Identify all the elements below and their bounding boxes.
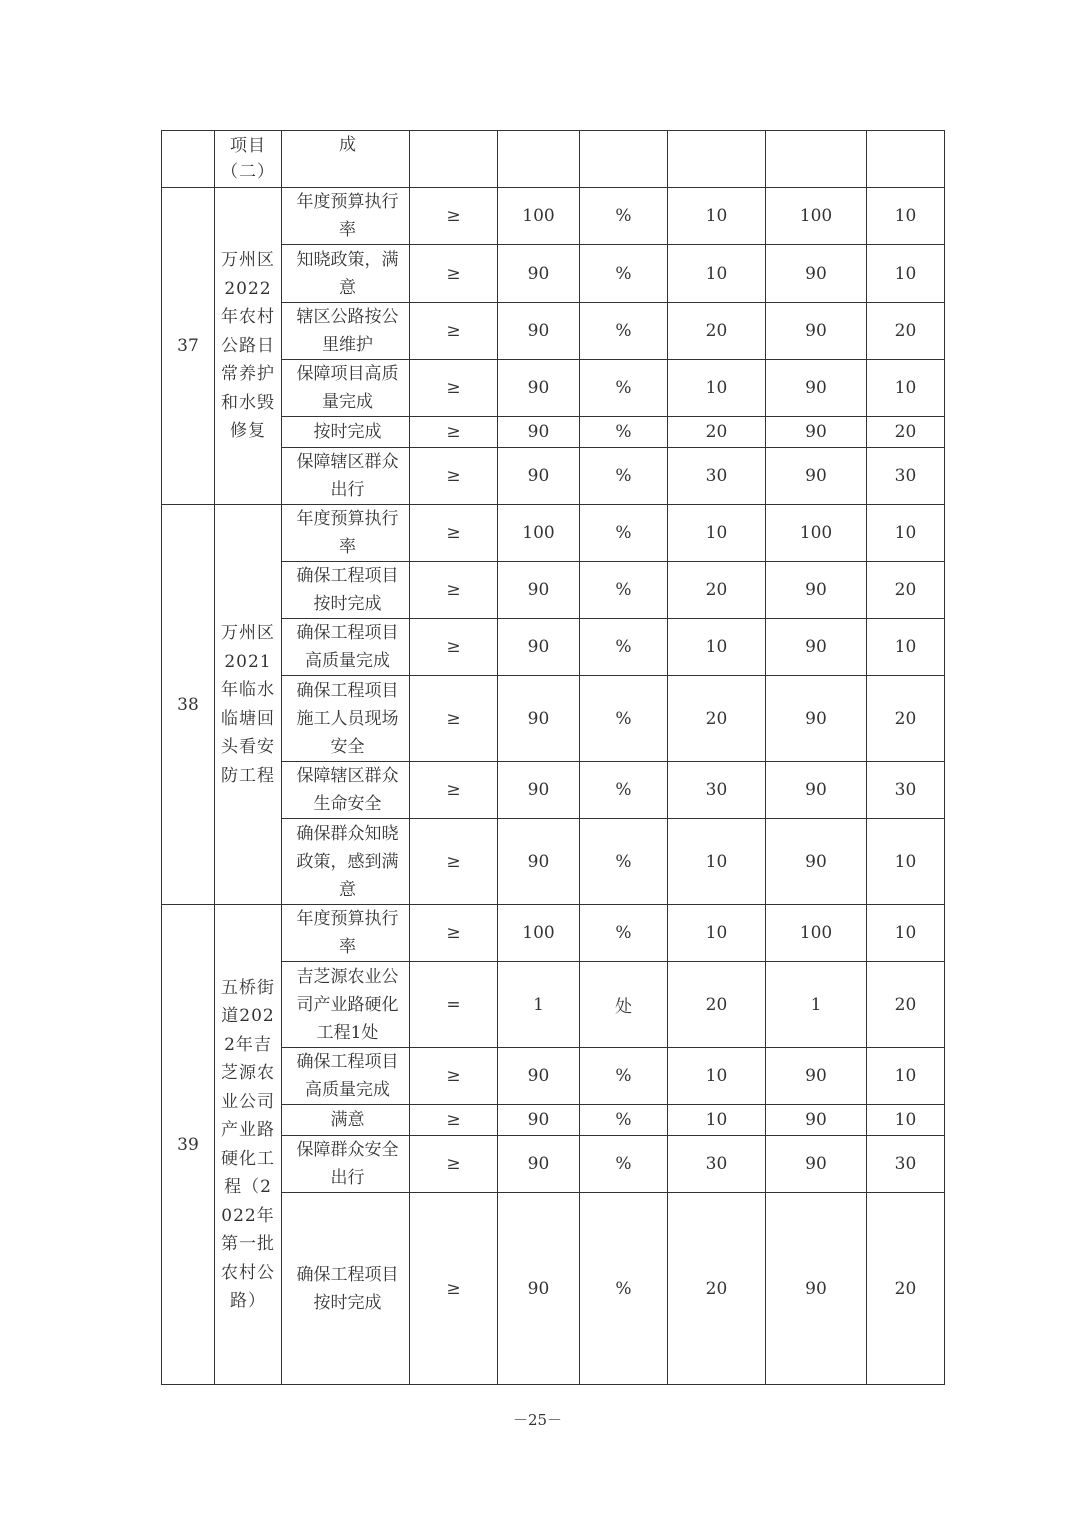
indicator-cell: 满意: [282, 1105, 410, 1136]
operator-cell: =: [410, 962, 498, 1048]
actual-cell: 90: [766, 762, 867, 819]
target-cell: 100: [498, 505, 580, 562]
unit-cell: %: [580, 819, 668, 905]
unit-cell: %: [580, 360, 668, 417]
weight-cell: 20: [668, 303, 766, 360]
project-index-cell: 37: [162, 188, 215, 505]
operator-cell: ≥: [410, 417, 498, 448]
operator-cell: ≥: [410, 819, 498, 905]
unit-cell: %: [580, 417, 668, 448]
unit-cell: %: [580, 619, 668, 676]
indicator-cell: 按时完成: [282, 417, 410, 448]
indicator-cell: 确保工程项目按时完成: [282, 562, 410, 619]
project-name-cell: 项目（二）: [215, 131, 282, 188]
target-cell: 90: [498, 417, 580, 448]
weight-cell: 20: [668, 1193, 766, 1385]
score-cell: [867, 131, 945, 188]
target-cell: [498, 131, 580, 188]
actual-cell: 90: [766, 619, 867, 676]
operator-cell: ≥: [410, 303, 498, 360]
actual-cell: 90: [766, 245, 867, 303]
unit-cell: %: [580, 905, 668, 962]
unit-cell: %: [580, 303, 668, 360]
weight-cell: 10: [668, 188, 766, 245]
unit-cell: %: [580, 1136, 668, 1193]
indicator-cell: 确保工程项目高质量完成: [282, 619, 410, 676]
weight-cell: 10: [668, 819, 766, 905]
operator-cell: ≥: [410, 762, 498, 819]
actual-cell: 90: [766, 1105, 867, 1136]
project-name-cell: 五桥街道2022年吉芝源农业公司产业路硬化工程（2022年第一批农村公路）: [215, 905, 282, 1385]
indicator-cell: 年度预算执行率: [282, 188, 410, 245]
weight-cell: 10: [668, 1105, 766, 1136]
target-cell: 90: [498, 360, 580, 417]
actual-cell: 100: [766, 188, 867, 245]
operator-cell: ≥: [410, 360, 498, 417]
weight-cell: 20: [668, 962, 766, 1048]
unit-cell: %: [580, 1193, 668, 1385]
indicator-cell: 知晓政策，满意: [282, 245, 410, 303]
operator-cell: ≥: [410, 188, 498, 245]
weight-cell: 10: [668, 905, 766, 962]
operator-cell: [410, 131, 498, 188]
score-cell: 10: [867, 1105, 945, 1136]
score-cell: 10: [867, 360, 945, 417]
indicator-cell: 年度预算执行率: [282, 905, 410, 962]
table-row: [162, 188, 945, 245]
target-cell: 90: [498, 1136, 580, 1193]
project-name-cell: 万州区2022年农村公路日常养护和水毁修复: [215, 188, 282, 505]
actual-cell: 90: [766, 1136, 867, 1193]
operator-cell: ≥: [410, 619, 498, 676]
target-cell: 90: [498, 762, 580, 819]
table-body: [162, 131, 945, 1385]
actual-cell: 90: [766, 676, 867, 762]
weight-cell: 30: [668, 762, 766, 819]
unit-cell: 处: [580, 962, 668, 1048]
table-row: [162, 905, 945, 962]
score-cell: 10: [867, 1048, 945, 1105]
actual-cell: 100: [766, 905, 867, 962]
indicator-cell: 确保群众知晓政策，感到满意: [282, 819, 410, 905]
indicator-cell: 确保工程项目高质量完成: [282, 1048, 410, 1105]
target-cell: 100: [498, 188, 580, 245]
indicator-cell: 年度预算执行率: [282, 505, 410, 562]
score-cell: 10: [867, 905, 945, 962]
unit-cell: [580, 131, 668, 188]
weight-cell: 10: [668, 505, 766, 562]
score-cell: 10: [867, 188, 945, 245]
performance-table: [161, 130, 945, 1385]
operator-cell: ≥: [410, 905, 498, 962]
weight-cell: 10: [668, 360, 766, 417]
operator-cell: ≥: [410, 676, 498, 762]
unit-cell: %: [580, 1048, 668, 1105]
actual-cell: 90: [766, 417, 867, 448]
actual-cell: 90: [766, 448, 867, 505]
operator-cell: ≥: [410, 505, 498, 562]
unit-cell: %: [580, 676, 668, 762]
score-cell: 20: [867, 1193, 945, 1385]
project-index-cell: 39: [162, 905, 215, 1385]
operator-cell: ≥: [410, 245, 498, 303]
weight-cell: 10: [668, 619, 766, 676]
actual-cell: 90: [766, 303, 867, 360]
indicator-cell: 成: [282, 131, 410, 188]
target-cell: 90: [498, 1105, 580, 1136]
target-cell: 90: [498, 819, 580, 905]
score-cell: 30: [867, 1136, 945, 1193]
target-cell: 1: [498, 962, 580, 1048]
indicator-cell: 保障群众安全出行: [282, 1136, 410, 1193]
target-cell: 90: [498, 619, 580, 676]
page-number: －25－: [512, 1411, 563, 1429]
weight-cell: 10: [668, 245, 766, 303]
actual-cell: [766, 131, 867, 188]
unit-cell: %: [580, 188, 668, 245]
unit-cell: %: [580, 562, 668, 619]
unit-cell: %: [580, 505, 668, 562]
operator-cell: ≥: [410, 1048, 498, 1105]
weight-cell: 20: [668, 417, 766, 448]
actual-cell: 90: [766, 819, 867, 905]
actual-cell: 90: [766, 1048, 867, 1105]
table-row-continuation: [162, 131, 945, 188]
score-cell: 20: [867, 562, 945, 619]
unit-cell: %: [580, 448, 668, 505]
target-cell: 90: [498, 562, 580, 619]
weight-cell: 30: [668, 448, 766, 505]
index-cell: [162, 131, 215, 188]
unit-cell: %: [580, 762, 668, 819]
score-cell: 10: [867, 245, 945, 303]
weight-cell: 20: [668, 676, 766, 762]
project-name-cell: 万州区2021年临水临塘回头看安防工程: [215, 505, 282, 905]
actual-cell: 100: [766, 505, 867, 562]
target-cell: 100: [498, 905, 580, 962]
indicator-cell: 辖区公路按公里维护: [282, 303, 410, 360]
score-cell: 20: [867, 676, 945, 762]
operator-cell: ≥: [410, 1136, 498, 1193]
indicator-cell: 吉芝源农业公司产业路硬化工程1处: [282, 962, 410, 1048]
target-cell: 90: [498, 448, 580, 505]
operator-cell: ≥: [410, 1105, 498, 1136]
indicator-cell: 保障辖区群众出行: [282, 448, 410, 505]
indicator-cell: 确保工程项目施工人员现场安全: [282, 676, 410, 762]
actual-cell: 90: [766, 1193, 867, 1385]
weight-cell: 10: [668, 1048, 766, 1105]
score-cell: 20: [867, 417, 945, 448]
weight-cell: [668, 131, 766, 188]
score-cell: 10: [867, 619, 945, 676]
score-cell: 30: [867, 448, 945, 505]
table-row: [162, 505, 945, 562]
actual-cell: 90: [766, 562, 867, 619]
weight-cell: 20: [668, 562, 766, 619]
target-cell: 90: [498, 1048, 580, 1105]
unit-cell: %: [580, 245, 668, 303]
score-cell: 10: [867, 819, 945, 905]
score-cell: 20: [867, 962, 945, 1048]
actual-cell: 1: [766, 962, 867, 1048]
score-cell: 20: [867, 303, 945, 360]
indicator-cell: 保障辖区群众生命安全: [282, 762, 410, 819]
operator-cell: ≥: [410, 448, 498, 505]
indicator-cell: 确保工程项目按时完成: [282, 1193, 410, 1385]
score-cell: 30: [867, 762, 945, 819]
operator-cell: ≥: [410, 562, 498, 619]
target-cell: 90: [498, 1193, 580, 1385]
actual-cell: 90: [766, 360, 867, 417]
indicator-cell: 保障项目高质量完成: [282, 360, 410, 417]
target-cell: 90: [498, 303, 580, 360]
target-cell: 90: [498, 245, 580, 303]
target-cell: 90: [498, 676, 580, 762]
operator-cell: ≥: [410, 1193, 498, 1385]
unit-cell: %: [580, 1105, 668, 1136]
score-cell: 10: [867, 505, 945, 562]
weight-cell: 30: [668, 1136, 766, 1193]
project-index-cell: 38: [162, 505, 215, 905]
